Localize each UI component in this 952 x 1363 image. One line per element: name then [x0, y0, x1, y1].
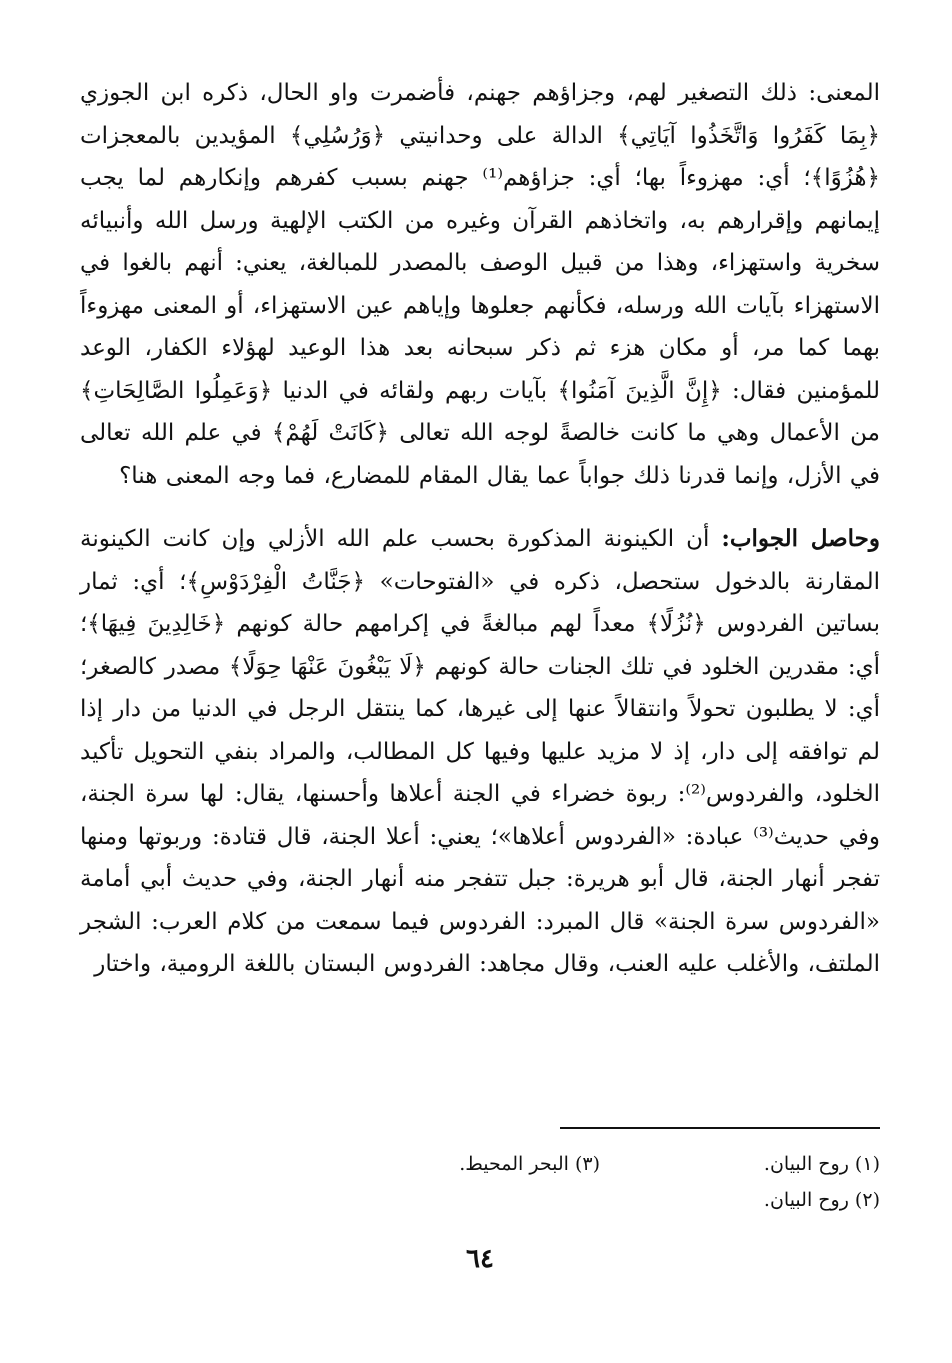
footnote-3: (٣) البحر المحيط. [459, 1153, 600, 1175]
footnote-row [80, 1146, 880, 1182]
footnotes [80, 1146, 880, 1218]
footnote-row [80, 1182, 880, 1218]
paragraph-1-text: المعنى: ذلك التصغير لهم، وجزاؤهم جهنم، فأضمرت واو الحال، ذكره ابن الجوزي ﴿بِمَا كَفَرُوا وَاتَّخَذُوا آيَاتِي﴾ الدالة على وحدانيتي ﴿وَرُسُلِي﴾ المؤيدين بالمعجزات ﴿هُزُوًا﴾؛ أي: مهزوءاً بها؛ أي: جزاؤهم⁽¹⁾ جهنم بسبب كفرهم وإنكارهم لما يجب إيمانهم وإقرارهم به، واتخاذهم القرآن وغيره من الكتب الإلهية ورسل الله وأنبيائه سخرية واستهزاء، وهذا من قبيل الوصف بالمصدر للمبالغة، يعني: أنهم بالغوا في الاستهزاء بآيات الله ورسله، فكأنهم جعلوها وإياهم عين الاستهزاء، أو المعنى مهزوءاً بهما كما مر، أو مكان هزء ثم ذكر سبحانه بعد هذا الوعيد لهؤلاء الكفار، الوعد للمؤمنين فقال: ﴿إِنَّ الَّذِينَ آمَنُوا﴾ بآيات ربهم ولقائه في الدنيا ﴿وَعَمِلُوا الصَّالِحَاتِ﴾ من الأعمال وهي ما كانت خالصةً لوجه الله تعالى ﴿كَانَتْ لَهُمْ﴾ في علم الله تعالى في الأزل، وإنما قدرنا ذلك جواباً عما يقال المقام للمضارع، فما وجه المعنى هنا؟ [80, 80, 881, 489]
page [80, 72, 881, 1274]
paragraph-2-text [80, 518, 880, 986]
footnote-2: (٢) روح البيان. [763, 1189, 880, 1211]
paragraph-1 [80, 72, 880, 497]
page-number: ٦٤ [466, 1244, 494, 1274]
paragraph-2-body: أن الكينونة المذكورة بحسب علم الله الأزلي وإن كانت الكينونة المقارنة بالدخول ستحصل، ذكره في «الفتوحات» ﴿جَنَّاتُ الْفِرْدَوْسِ﴾؛ أي: ثمار بساتين الفردوس ﴿نُزُلًا﴾ معداً لهم مبالغةً في إكرامهم حالة كونهم ﴿خَالِدِينَ فِيهَا﴾؛ أي: مقدرين الخلود في تلك الجنات حالة كونهم ﴿لَا يَبْغُونَ عَنْهَا حِوَلًا﴾ مصدر كالصغر؛ أي: لا يطلبون تحولاً وانتقالاً عنها إلى غيرها، كما ينتقل الرجل في الدنيا من دار إذا لم توافقه إلى دار، إذ لا مزيد عليها وفيها كل المطالب، والمراد بنفي التحويل تأكيد الخلود، والفردوس⁽²⁾: ربوة خضراء في الجنة أعلاها وأحسنها، يقال: لها سرة الجنة، وفي حديث⁽³⁾ عبادة: «الفردوس أعلاها»؛ يعني: أعلا الجنة، قال قتادة: وربوتها ومنها تفجر أنهار الجنة، قال أبو هريرة: جبل تتفجر منه أنهار الجنة، وفي حديث أبي أمامة «الفردوس سرة الجنة» قال المبرد: الفردوس فيما سمعت من كلام العرب: الشجر الملتف، والأغلب عليه العنب، وقال مجاهد: الفردوس البستان باللغة الرومية، واختار [80, 526, 880, 977]
paragraph-2-lead: وحاصل الجواب: [721, 525, 880, 552]
footnote-1: (١) روح البيان. [763, 1153, 880, 1175]
footnote-divider [560, 1127, 880, 1129]
paragraph-2 [80, 518, 880, 986]
